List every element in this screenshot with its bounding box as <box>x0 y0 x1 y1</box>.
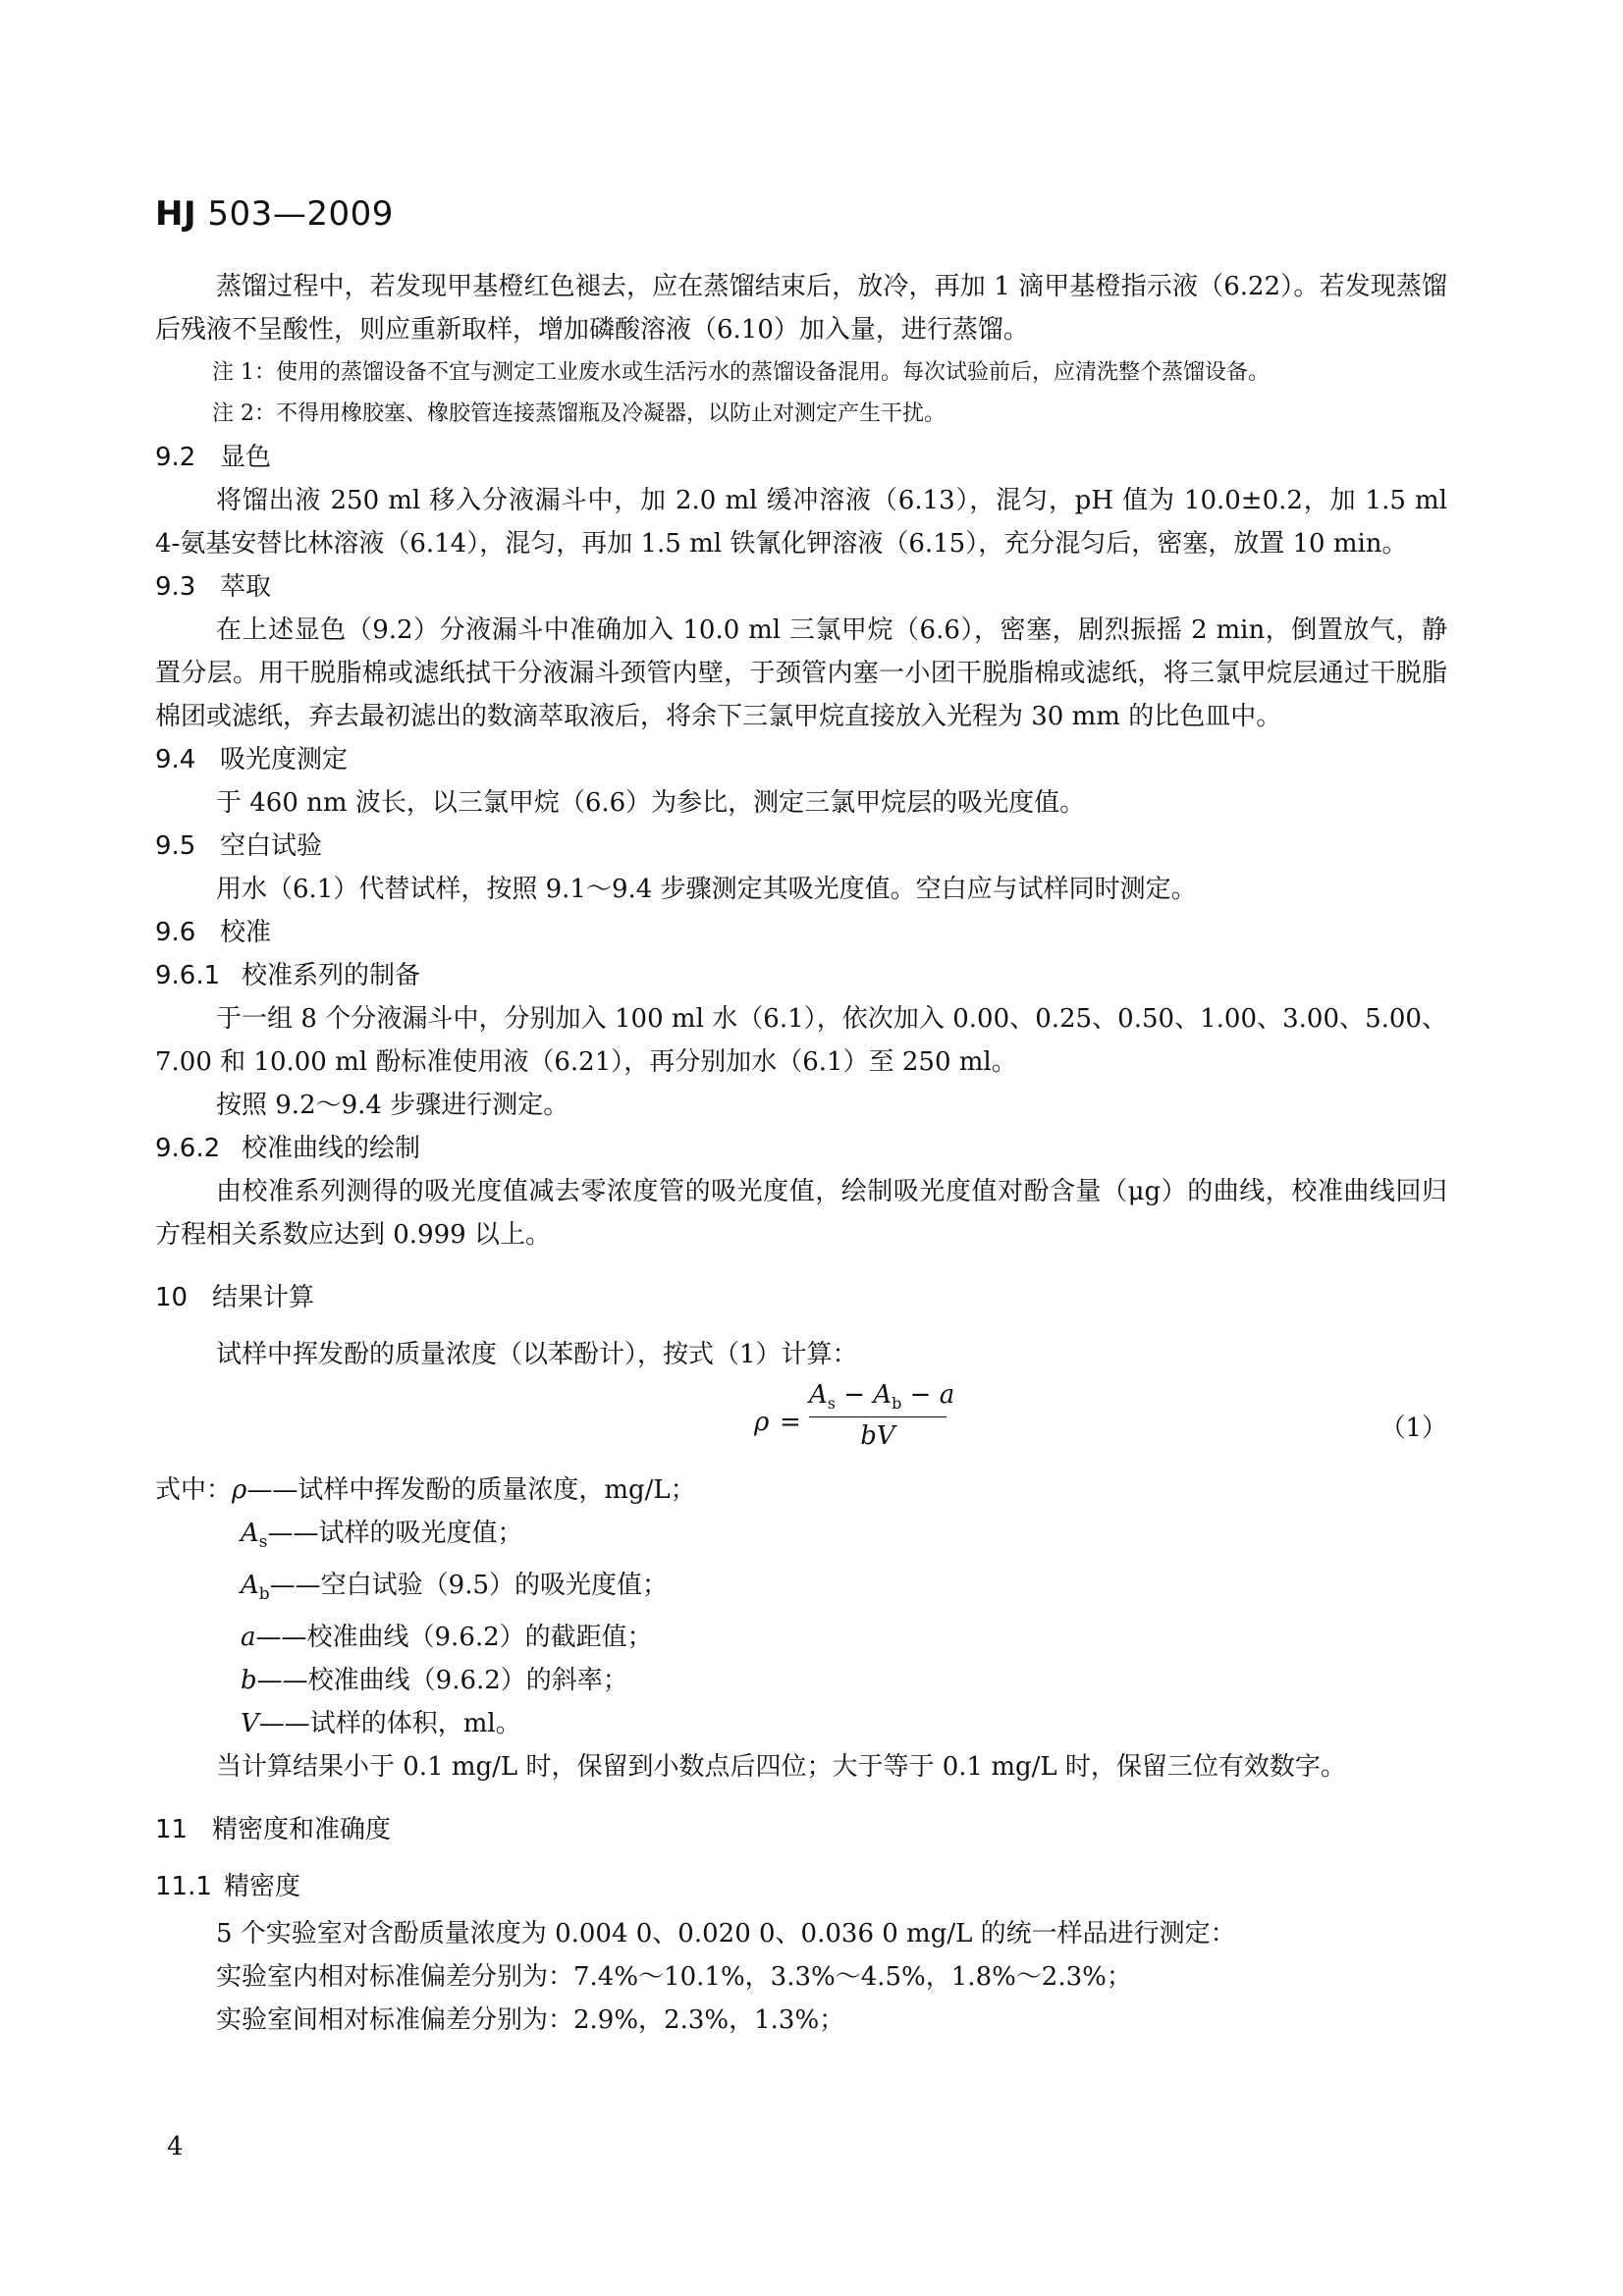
section-title: 显色 <box>220 443 272 472</box>
formula-denominator: bV <box>860 1421 895 1452</box>
standard-code-number: 503—2009 <box>196 194 394 234</box>
section-title: 校准 <box>220 918 272 947</box>
section-heading-11-1 <box>155 1865 1447 1908</box>
page-number: 4 <box>167 2132 184 2162</box>
section-number: 9.2 <box>155 443 196 472</box>
section-title: 萃取 <box>220 572 272 602</box>
definition-rho: 式中：ρ——试样中挥发酚的质量浓度，mg/L； <box>155 1475 696 1505</box>
formula-numerator: $A_s - A_b - a$ <box>809 1380 947 1417</box>
definition-V: V——试样的体积，ml。 <box>241 1709 521 1739</box>
section-number: 10 <box>155 1283 189 1312</box>
section-title: 校准曲线的绘制 <box>242 1134 421 1163</box>
paragraph-calibration-steps: 按照 9.2～9.4 步骤进行测定。 <box>216 1091 569 1120</box>
paragraph-intra-lab-rsd: 实验室内相对标准偏差分别为：7.4%～10.1%，3.3%～4.5%，1.8%～2.3%； <box>216 1962 1132 1993</box>
paragraph-absorbance: 于 460 nm 波长，以三氯甲烷（6.6）为参比，测定三氯甲烷层的吸光度值。 <box>216 788 1086 818</box>
section-number: 9.3 <box>155 572 196 602</box>
section-heading-11 <box>155 1808 1447 1851</box>
section-title: 结果计算 <box>212 1283 315 1312</box>
section-number: 9.4 <box>155 745 196 774</box>
equation-number: （1） <box>1380 1414 1447 1443</box>
paragraph-distillation: 蒸馏过程中，若发现甲基橙红色褪去，应在蒸馏结束后，放冷，再加 1 滴甲基橙指示液（6.22）。若发现蒸馏后残液不呈酸性，则应重新取样，增加磷酸溶液（6.10）加入量，进行蒸馏。 <box>155 272 1447 345</box>
paragraph-calibration-curve: 由校准系列测得的吸光度值减去零浓度管的吸光度值，绘制吸光度值对酚含量（μg）的曲线，校准曲线回归方程相关系数应达到 0.999 以上。 <box>155 1177 1447 1250</box>
section-title: 吸光度测定 <box>220 745 349 774</box>
formula-equals: = <box>780 1408 801 1437</box>
section-title: 精密度和准确度 <box>212 1815 392 1845</box>
section-title: 精密度 <box>224 1872 301 1902</box>
section-heading-9-6-2 <box>155 1127 1447 1170</box>
note-1: 注 1：使用的蒸馏设备不宜与测定工业废水或生活污水的蒸馏设备混用。每次试验前后，应清洗整个蒸馏设备。 <box>212 360 1270 385</box>
paragraph-extraction: 在上述显色（9.2）分液漏斗中准确加入 10.0 ml 三氯甲烷（6.6），密塞，剧烈振摇 2 min，倒置放气，静置分层。用干脱脂棉或滤纸拭干分液漏斗颈管内壁，于颈管内塞一小团干脱脂棉或滤纸，将三氯甲烷层通过干脱脂棉团或滤纸，弃去最初滤出的数滴萃取液后，将余下三氯甲烷直接放入光程为 30 mm 的比色皿中。 <box>155 615 1447 731</box>
section-heading-9-6 <box>155 911 1447 954</box>
section-heading-9-4 <box>155 738 1447 781</box>
paragraph-rounding-rule: 当计算结果小于 0.1 mg/L 时，保留到小数点后四位；大于等于 0.1 mg/L 时，保留三位有效数字。 <box>216 1752 1346 1783</box>
section-title: 校准系列的制备 <box>242 961 421 990</box>
section-number: 9.5 <box>155 831 196 861</box>
section-number: 9.6.1 <box>155 961 221 990</box>
paragraph-calculation-intro: 试样中挥发酚的质量浓度（以苯酚计），按式（1）计算： <box>216 1340 858 1369</box>
paragraph-calibration-series: 于一组 8 个分液漏斗中，分别加入 100 ml 水（6.1），依次加入 0.00、0.25、0.50、1.00、3.00、5.00、7.00 和 10.00 ml 酚标准使用液（6.21），再分别加水（6.1）至 250 ml。 <box>155 1004 1447 1077</box>
definition-b: b——校准曲线（9.6.2）的斜率； <box>241 1666 628 1696</box>
paragraph-precision-samples: 5 个实验室对含酚质量浓度为 0.004 0、0.020 0、0.036 0 mg/L 的统一样品进行测定： <box>216 1919 1236 1949</box>
section-title: 空白试验 <box>220 831 323 861</box>
formula-1 <box>155 1378 1447 1468</box>
paragraph-blank-test: 用水（6.1）代替试样，按照 9.1～9.4 步骤测定其吸光度值。空白应与试样同时测定。 <box>216 875 1197 904</box>
section-number: 9.6.2 <box>155 1134 221 1163</box>
variable-definitions <box>155 1468 1447 1745</box>
standard-code-prefix: HJ <box>155 194 197 234</box>
definition-Ab: $A_b——$空白试验（9.5）的吸光度值； <box>241 1571 669 1605</box>
section-number: 11 <box>155 1815 189 1845</box>
section-heading-9-6-1 <box>155 954 1447 997</box>
note-2: 注 2：不得用橡胶塞、橡胶管连接蒸馏瓶及冷凝器，以防止对测定产生干扰。 <box>212 401 946 426</box>
standard-code-header <box>155 194 394 234</box>
section-number: 11.1 <box>155 1872 212 1902</box>
formula-lhs: ρ <box>754 1408 770 1437</box>
page-content <box>155 265 1447 2042</box>
formula-fraction <box>809 1380 955 1452</box>
section-heading-9-5 <box>155 825 1447 868</box>
section-number: 9.6 <box>155 918 196 947</box>
section-heading-9-3 <box>155 565 1447 609</box>
definitions-prefix: 式中： <box>155 1475 233 1505</box>
paragraph-color-development: 将馏出液 250 ml 移入分液漏斗中，加 2.0 ml 缓冲溶液（6.13），混匀，pH 值为 10.0±0.2，加 1.5 ml 4-氨基安替比林溶液（6.14），混匀，再加 1.5 ml 铁氰化钾溶液（6.15），充分混匀后，密塞，放置 10 min。 <box>155 486 1447 559</box>
section-heading-10 <box>155 1276 1447 1319</box>
paragraph-inter-lab-rsd: 实验室间相对标准偏差分别为：2.9%，2.3%，1.3%； <box>216 2005 845 2036</box>
section-heading-9-2 <box>155 436 1447 479</box>
definition-a: a——校准曲线（9.6.2）的截距值； <box>241 1623 653 1653</box>
definition-As: $A_s——$试样的吸光度值； <box>241 1519 523 1553</box>
